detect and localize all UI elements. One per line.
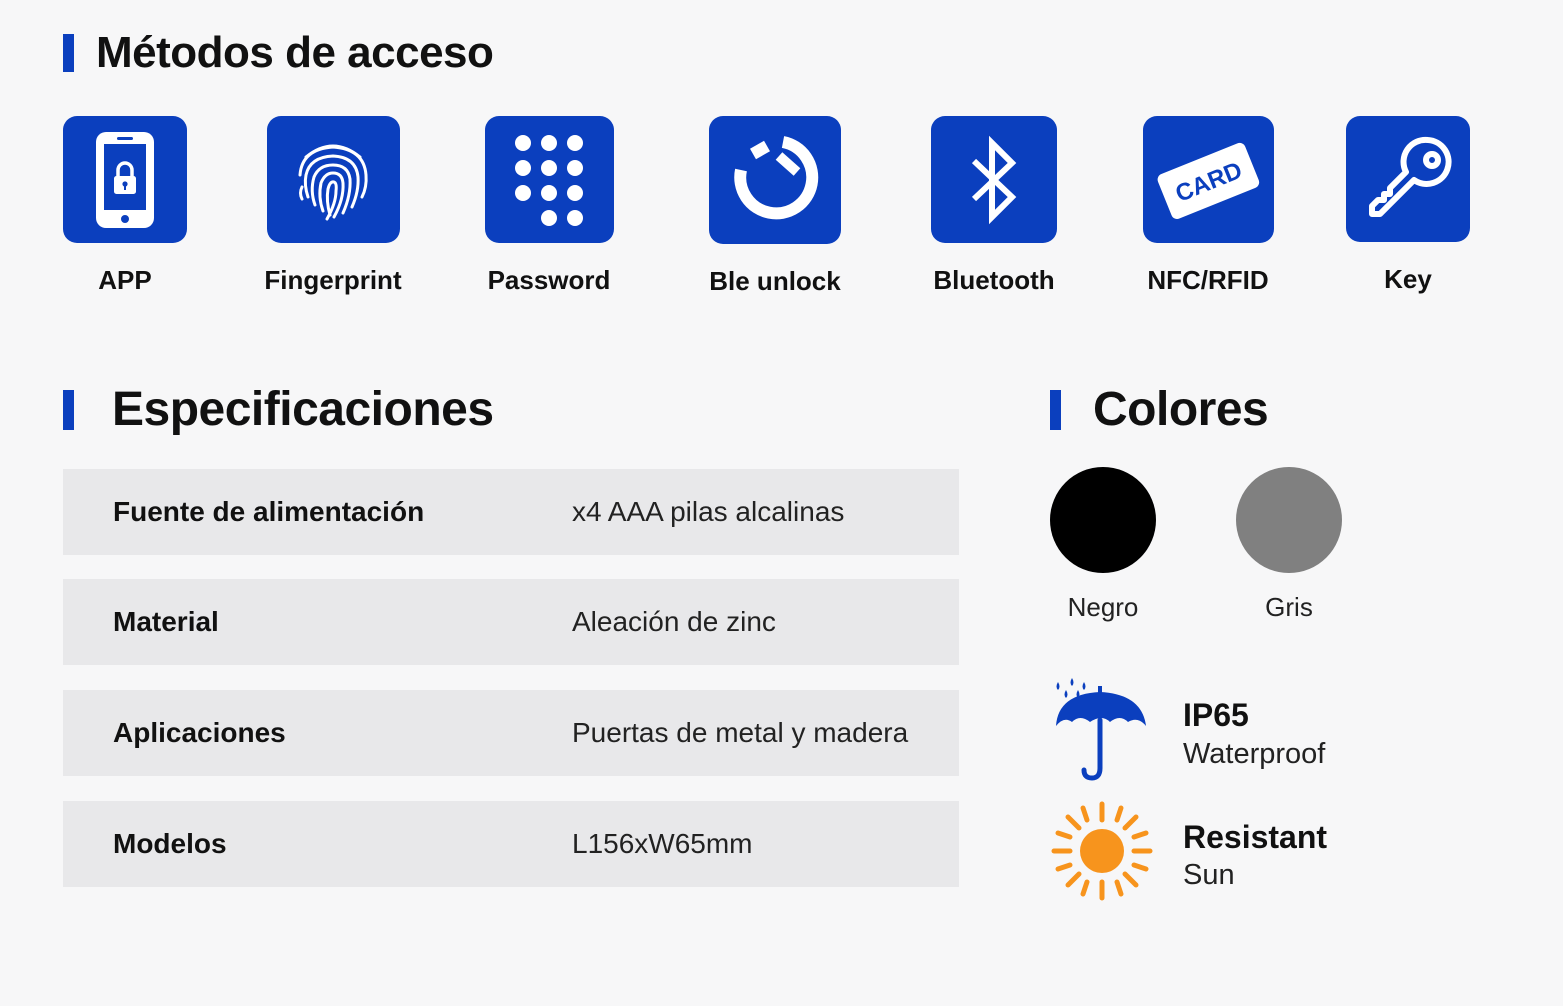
spec-row-power — [63, 469, 959, 555]
sun-icon — [1050, 800, 1154, 907]
access-methods-title — [63, 28, 493, 78]
spec-key: Material — [113, 606, 219, 637]
method-nfc-rfid — [1108, 116, 1308, 296]
method-password — [449, 116, 649, 296]
spec-value: x4 AAA pilas alcalinas — [572, 496, 845, 527]
color-swatch-black[interactable] — [1050, 467, 1156, 573]
feature-subtitle: Sun — [1183, 859, 1235, 891]
color-swatch-gray[interactable] — [1236, 467, 1342, 573]
method-ble-unlock — [675, 116, 875, 297]
key-icon — [1346, 116, 1470, 242]
method-label: Key — [1384, 264, 1432, 294]
color-label: Gris — [1265, 592, 1313, 622]
spec-row-material — [63, 579, 959, 665]
feature-subtitle: Waterproof — [1183, 738, 1326, 770]
keypad-icon — [485, 116, 614, 243]
card-icon — [1143, 116, 1274, 243]
umbrella-rain-icon — [1050, 676, 1154, 787]
method-label: Bluetooth — [933, 265, 1055, 295]
method-label: Password — [487, 265, 611, 295]
specs-title-text: Especificaciones — [112, 383, 494, 436]
method-fingerprint — [233, 116, 433, 296]
spec-value: L156xW65mm — [572, 828, 753, 859]
ble-unlock-icon — [709, 116, 841, 244]
feature-title: IP65 — [1183, 697, 1249, 733]
method-label: Fingerprint — [264, 265, 402, 295]
method-app — [25, 116, 225, 296]
bluetooth-icon — [931, 116, 1057, 243]
spec-key: Aplicaciones — [113, 717, 286, 748]
card-text: CARD — [1171, 156, 1247, 208]
spec-row-models — [63, 801, 959, 887]
title-accent-bar — [63, 390, 74, 430]
spec-key: Fuente de alimentación — [113, 496, 425, 527]
method-label: NFC/RFID — [1147, 265, 1269, 295]
colors-title — [1050, 382, 1268, 437]
access-methods-title-text: Métodos de acceso — [96, 28, 494, 77]
spec-value: Puertas de metal y madera — [572, 717, 909, 748]
spec-row-applications — [63, 690, 959, 776]
spec-key: Modelos — [113, 828, 227, 859]
method-label: APP — [98, 265, 152, 295]
colors-title-text: Colores — [1093, 383, 1269, 436]
method-bluetooth — [894, 116, 1094, 296]
specs-title — [63, 382, 494, 437]
method-key — [1308, 116, 1508, 295]
method-label: Ble unlock — [709, 266, 841, 296]
title-accent-bar — [63, 34, 74, 72]
title-accent-bar — [1050, 390, 1061, 430]
color-label: Negro — [1067, 592, 1139, 622]
feature-title: Resistant — [1183, 819, 1328, 855]
spec-value: Aleación de zinc — [572, 606, 776, 637]
phone-lock-icon — [63, 116, 187, 243]
fingerprint-icon — [267, 116, 400, 243]
